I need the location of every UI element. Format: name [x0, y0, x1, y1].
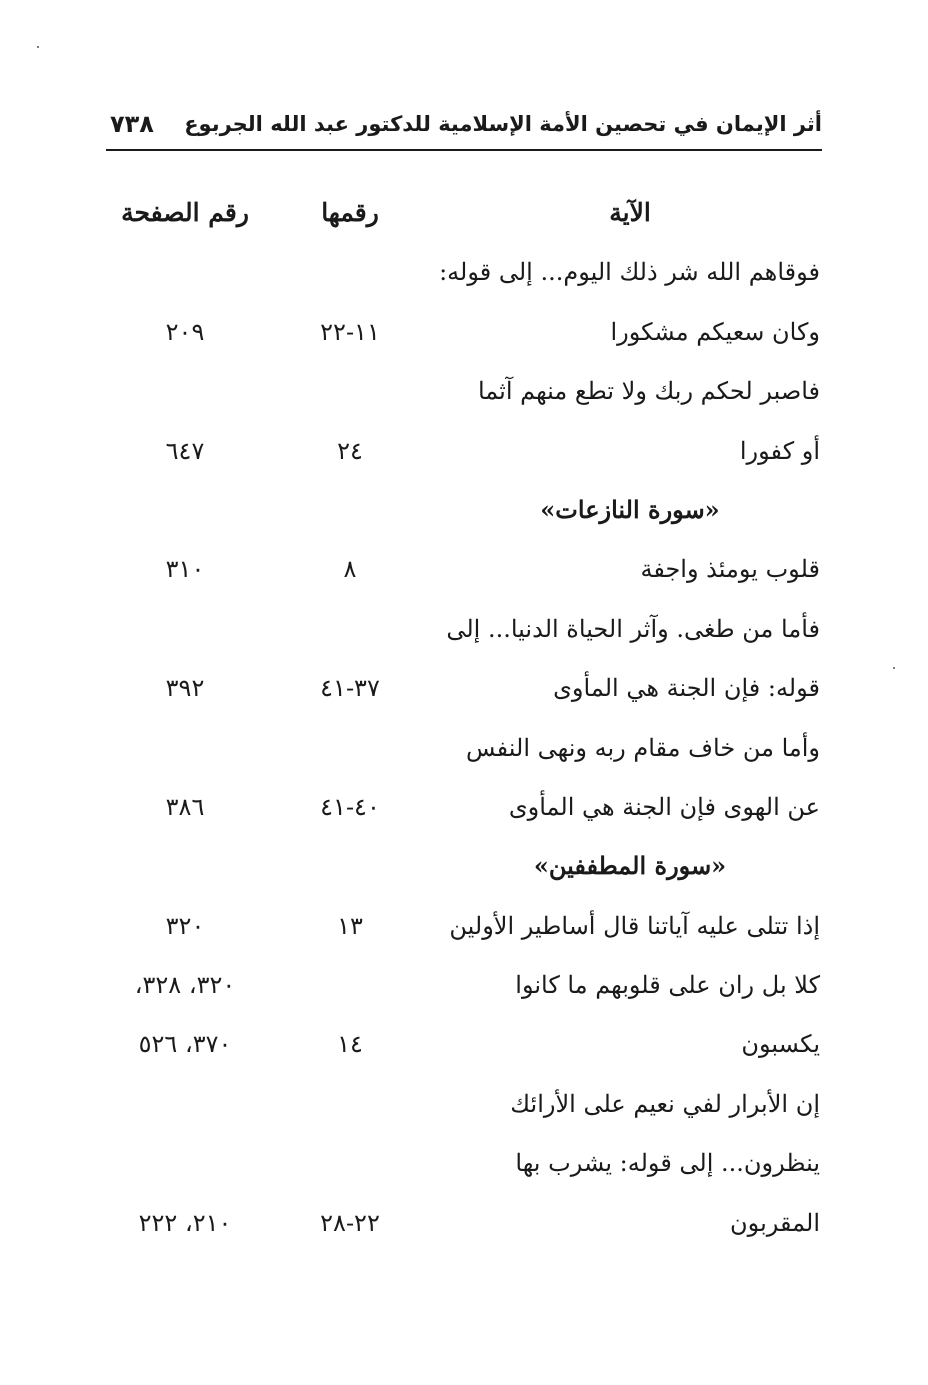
page-reference: ٣٢٠ [165, 911, 205, 940]
column-header-verse: الآية [609, 198, 651, 227]
verse-text: إذا تتلى عليه آياتنا قال أساطير الأولين [449, 911, 820, 940]
verse-text: قوله: فإن الجنة هي المأوى [553, 674, 820, 703]
verse-text: كلا بل ران على قلوبهم ما كانوا [515, 971, 820, 1000]
verse-text: قلوب يومئذ واجفة [640, 555, 820, 584]
column-header-page: رقم الصفحة [121, 198, 249, 227]
page-reference: ٣٧٠، ٥٢٦ [138, 1030, 232, 1059]
page-number: ٧٣٨ [110, 110, 154, 138]
verse-number: ٢٤ [337, 436, 363, 465]
verse-number: ٤٠-٤١ [320, 792, 380, 821]
verse-text: عن الهوى فإن الجنة هي المأوى [508, 792, 820, 821]
page-reference: ٢٠٩ [165, 317, 205, 346]
verse-number: ١١-٢٢ [320, 317, 380, 346]
surah-heading: «سورة المطففين» [533, 851, 727, 881]
page-reference: ٣٢٠، ٣٢٨، [134, 971, 236, 1000]
speck [893, 667, 895, 669]
verse-text: المقربون [730, 1208, 820, 1237]
page-reference: ٣٩٢ [165, 674, 205, 703]
verse-number: ٨ [343, 555, 357, 584]
page-reference: ٣٨٦ [165, 792, 205, 821]
verse-text: فوقاهم الله شر ذلك اليوم... إلى قوله: [439, 258, 820, 287]
verse-text: إن الأبرار لفي نعيم على الأرائك [510, 1089, 820, 1118]
header-title: أثر الإيمان في تحصين الأمة الإسلامية للدكتور عبد الله الجربوع [184, 112, 822, 136]
verse-number: ١٤ [337, 1030, 363, 1059]
page-reference: ٦٤٧ [165, 436, 205, 465]
verse-text: فأما من طغى. وآثر الحياة الدنيا... إلى [446, 614, 820, 643]
verse-text: أو كفورا [739, 436, 820, 465]
verse-number: ٣٧-٤١ [320, 674, 380, 703]
verse-text: وكان سعيكم مشكورا [610, 317, 820, 346]
speck [37, 46, 39, 48]
page-reference: ٢١٠، ٢٢٢ [138, 1208, 232, 1237]
verse-number: ١٣ [337, 911, 363, 940]
verse-text: ينظرون... إلى قوله: يشرب بها [515, 1149, 820, 1178]
verse-text: فاصبر لحكم ربك ولا تطع منهم آثما [477, 377, 820, 406]
verse-text: يكسبون [741, 1030, 820, 1059]
surah-heading: «سورة النازعات» [540, 494, 720, 524]
page-reference: ٣١٠ [165, 555, 205, 584]
verse-number: ٢٢-٢٨ [320, 1208, 380, 1237]
verse-text: وأما من خاف مقام ربه ونهى النفس [466, 733, 820, 762]
column-header-number: رقمها [321, 198, 379, 227]
